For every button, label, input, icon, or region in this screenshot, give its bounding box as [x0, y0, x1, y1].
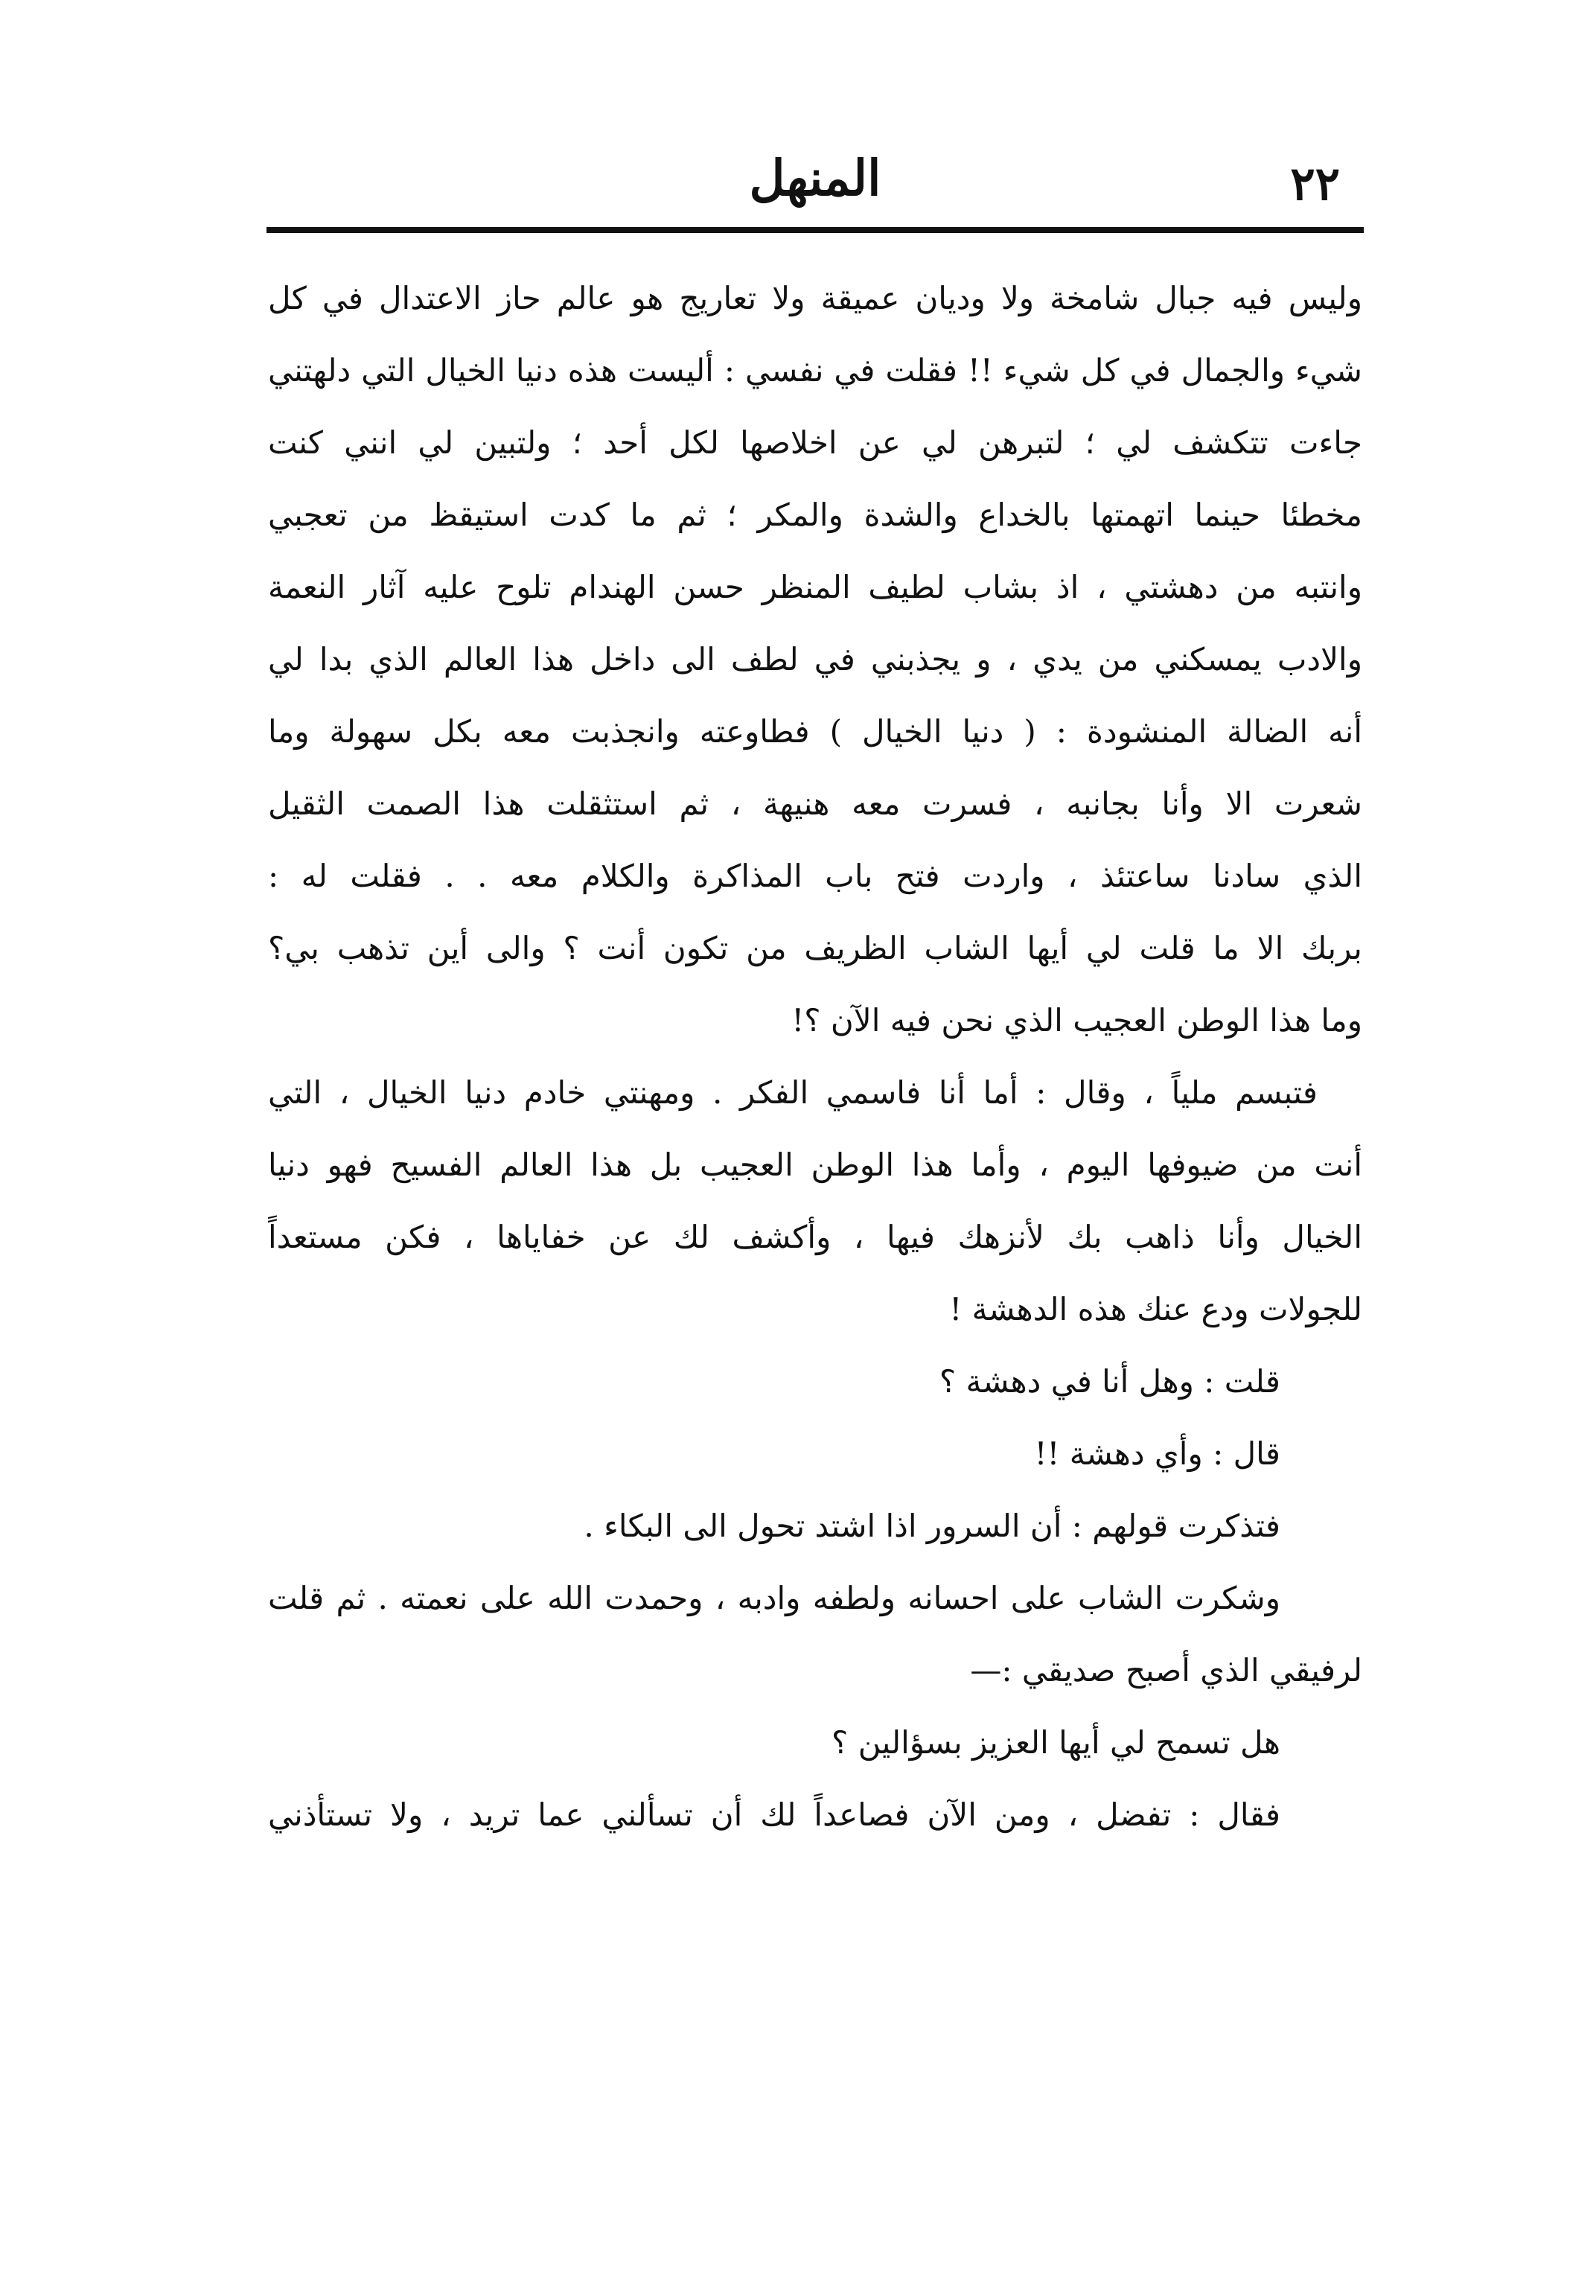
text-line: وشكرت الشاب على احسانه ولطفه وادبه ، وحمدت الله على نعمته . ثم قلت [268, 1580, 1280, 1616]
text-line: فقال : تفضل ، ومن الآن فصاعداً لك أن تسألني عما تريد ، ولا تستأذني [268, 1796, 1280, 1833]
text-line: هل تسمح لي أيها العزيز بسؤالين ؟ [831, 1724, 1280, 1761]
text-line: مخطئا حينما اتهمتها بالخداع والشدة والمكر ؛ ثم ما كدت استيقظ من تعجبي [268, 497, 1362, 533]
text-line: بربك الا ما قلت لي أيها الشاب الظريف من تكون أنت ؟ والى أين تذهب بي؟ [268, 930, 1362, 966]
text-line: وليس فيه جبال شامخة ولا وديان عميقة ولا تعاريج هو عالم حاز الاعتدال في كل [268, 280, 1362, 316]
text-line: قال : وأي دهشة !! [1034, 1435, 1280, 1472]
header-rule [266, 227, 1364, 233]
text-line: فتذكرت قولهم : أن السرور اذا اشتد تحول الى البكاء . [584, 1508, 1280, 1544]
text-line: شعرت الا وأنا بجانبه ، فسرت معه هنيهة ، ثم استثقلت هذا الصمت الثقيل [268, 785, 1362, 822]
text-line: جاءت تتكشف لي ؛ لتبرهن لي عن اخلاصها لكل أحد ؛ ولتبين لي انني كنت [268, 424, 1362, 461]
article-body [268, 262, 1362, 1851]
page-header [268, 149, 1362, 231]
page-number: ٢٢ [1290, 156, 1340, 211]
text-line: أنه الضالة المنشودة : ( دنيا الخيال ) فطاوعته وانجذبت معه بكل سهولة وما [268, 713, 1362, 750]
text-line: شيء والجمال في كل شيء !! فقلت في نفسي : أليست هذه دنيا الخيال التي دلهتني [268, 352, 1362, 389]
text-line: الذي سادنا ساعتئذ ، واردت فتح باب المذاكرة والكلام معه . . فقلت له : [268, 858, 1362, 894]
text-line: للجولات ودع عنك هذه الدهشة ! [949, 1291, 1362, 1327]
journal-title: المنهل [749, 149, 881, 207]
text-line: فتبسم ملياً ، وقال : أما أنا فاسمي الفكر . ومهنتي خادم دنيا الخيال ، التي [268, 1074, 1318, 1111]
text-line: وانتبه من دهشتي ، اذ بشاب لطيف المنظر حسن الهندام تلوح عليه آثار النعمة [268, 569, 1362, 605]
text-line: والادب يمسكني من يدي ، و يجذبني في لطف الى داخل هذا العالم الذي بدا لي [268, 641, 1362, 677]
text-line: وما هذا الوطن العجيب الذي نحن فيه الآن ؟! [791, 1002, 1362, 1039]
text-line: قلت : وهل أنا في دهشة ؟ [939, 1363, 1280, 1400]
text-line: أنت من ضيوفها اليوم ، وأما هذا الوطن العجيب بل هذا العالم الفسيح فهو دنيا [268, 1147, 1362, 1183]
text-line: الخيال وأنا ذاهب بك لأنزهك فيها ، وأكشف لك عن خفاياها ، فكن مستعداً [268, 1219, 1362, 1255]
text-line: لرفيقي الذي أصبح صديقي :— [970, 1652, 1362, 1688]
